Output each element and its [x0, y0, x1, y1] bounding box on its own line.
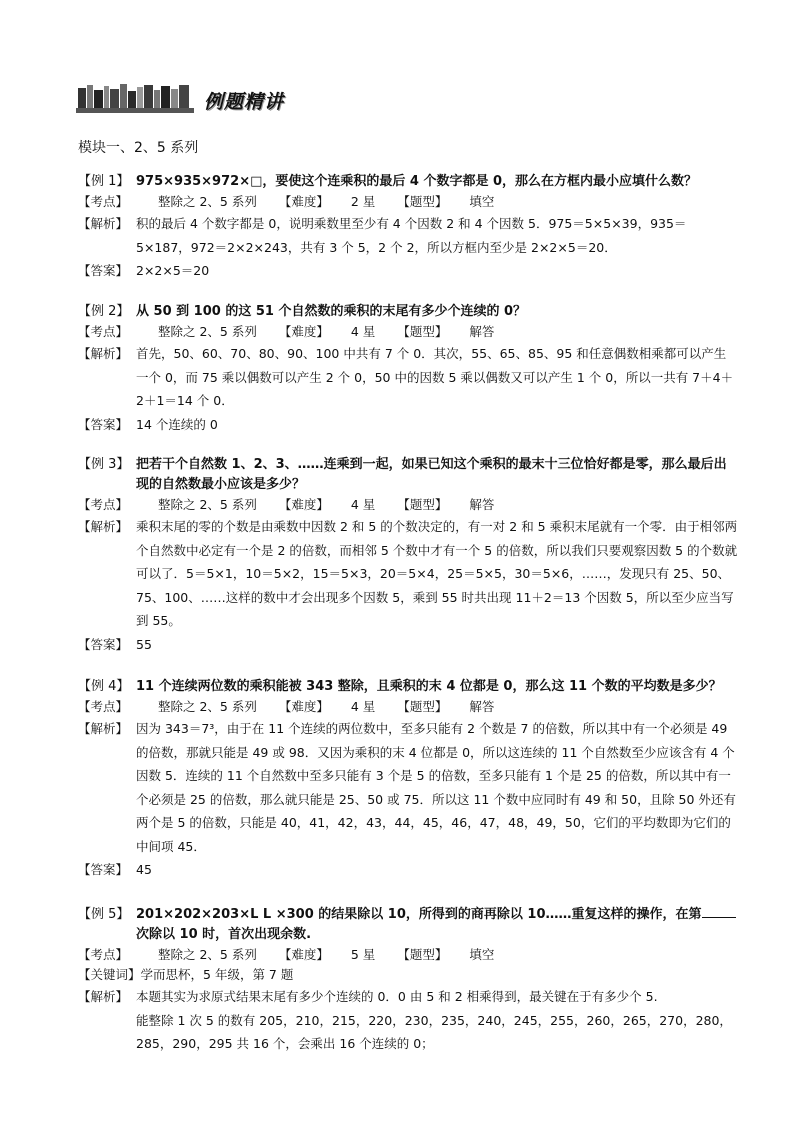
question-text: 201×202×203×L L ×300 的结果除以 10，所得到的商再除以 10……重复这样的操作，在第	[136, 907, 702, 922]
answer-blank	[702, 905, 736, 918]
question-text: 11 个连续两位数的乘积能被 343 整除，且乘积的末 4 位都是 0，那么这 11 个数的平均数是多少？	[136, 679, 722, 694]
meta-row: 【考点】 整除之 2、5 系列 【难度】 2 星 【题型】 填空	[78, 194, 495, 209]
kaodian-value: 整除之 2、5 系列	[158, 324, 257, 339]
section-banner	[76, 80, 316, 116]
section-title: 例题精讲	[204, 91, 285, 113]
kaodian-value: 整除之 2、5 系列	[158, 497, 257, 512]
tixing-value: 解答	[469, 699, 495, 714]
tixing-value: 解答	[469, 497, 495, 512]
answer-text: 45	[136, 862, 152, 877]
example-tag: 【例 3】	[78, 457, 130, 472]
nandu-value: 5 星	[350, 947, 376, 962]
module-title: 模块一、2、5 系列	[78, 140, 199, 156]
nandu-value: 4 星	[350, 324, 376, 339]
example-tag: 【例 2】	[78, 304, 130, 319]
example-2: 【例 2】 从 50 到 100 的这 51 个自然数的乘积的末尾有多少个连续的 0？ 【考点】 整除之 2、5 系列 【难度】 4 星 【题型】 解答 【解析】 首先，50、60、70、80、90、100 中共有 7 个 0．其次，55、65、85、95 和任意偶数相乘都可以产生一个 0，而 75 乘以偶数可以产生 2 个 0，50 中的因数 5 乘以偶数又可以产生 1 个 0，所以一共有 7＋4＋2＋1＝14 个 0． 【答案】 14 个连续的 0	[78, 302, 738, 435]
solution-text-2: 能整除 1 次 5 的数有 205，210，215，220，230，235，240，245，255，260，265，270，280，285，290，295 共 16 个，会乘出 16 个连续的 0；	[136, 1012, 732, 1051]
solution-text: 积的最后 4 个数字都是 0，说明乘数里至少有 4 个因数 2 和 4 个因数 5．975＝5×5×39，935＝5×187，972＝2×2×243，共有 3 个 5，2 个 2，所以方框内至少是 2×2×5＝20．	[136, 216, 687, 255]
question-text-2: 次除以 10 时，首次出现余数.	[136, 927, 312, 942]
example-tag: 【例 1】	[78, 174, 130, 189]
example-tag: 【例 4】	[78, 679, 130, 694]
nandu-value: 2 星	[350, 194, 376, 209]
example-tag: 【例 5】	[78, 907, 130, 922]
nandu-value: 4 星	[350, 497, 376, 512]
tixing-value: 填空	[469, 947, 495, 962]
tixing-value: 解答	[469, 324, 495, 339]
solution-text: 本题其实为求原式结果末尾有多少个连续的 0．0 由 5 和 2 相乘得到，最关键在于有多少个 5.	[136, 989, 658, 1004]
keywords-text: 学而思杯，5 年级，第 7 题	[140, 967, 294, 982]
question-text: 把若干个自然数 1、2、3、……连乘到一起，如果已知这个乘积的最末十三位恰好都是零，那么最后出现的自然数最小应该是多少？	[136, 457, 727, 492]
books-logo-icon	[76, 82, 196, 114]
example-3: 【例 3】 把若干个自然数 1、2、3、……连乘到一起，如果已知这个乘积的最末十三位恰好都是零，那么最后出现的自然数最小应该是多少？ 【考点】 整除之 2、5 系列 【难度】 4 星 【题型】 解答 【解析】 乘积末尾的零的个数是由乘数中因数 2 和 5 的个数决定的，有一对 2 和 5 乘积末尾就有一个零．由于相邻两个自然数中必定有一个是 2 的倍数，而相邻 5 个数中才有一个 5 的倍数，所以我们只要观察因数 5 的个数就可以了．5＝5×1，10＝5×2，15＝5×3，20＝5×4，25＝5×5，30＝5×6，……，发现只有 25、50、75、100、……这样的数中才会出现多个因数 5，乘到 55 时共出现 11＋2＝13 个因数 5，所以至少应当写到 55。 【答案】 55	[78, 455, 738, 655]
tixing-value: 填空	[469, 194, 495, 209]
meta-row: 【考点】 整除之 2、5 系列 【难度】 4 星 【题型】 解答	[78, 699, 495, 714]
example-5: 【例 5】 201×202×203×L L ×300 的结果除以 10，所得到的商再除以 10……重复这样的操作，在第次除以 10 时，首次出现余数. 【考点】 整除之 2、5 系列 【难度】 5 星 【题型】 填空 【关键词】 学而思杯，5 年级，第 7 题 【解析】 本题其实为求原式结果末尾有多少个连续的 0．0 由 5 和 2 相乘得到，最关键在于有多少个 5. 能整除 1 次 5 的数有 205，210，215，220，230，235，240，245，255，260，265，270，280，285，290，295 共 16 个，会乘出 16 个连续的 0；	[78, 905, 738, 1056]
answer-text: 14 个连续的 0	[136, 416, 218, 432]
answer-text: 2×2×5＝20	[136, 263, 210, 278]
answer-text: 55	[136, 636, 152, 652]
example-1: 【例 1】 975×935×972×□，要使这个连乘积的最后 4 个数字都是 0，那么在方框内最小应填什么数？ 【考点】 整除之 2、5 系列 【难度】 2 星 【题型】 填空 【解析】 积的最后 4 个数字都是 0，说明乘数里至少有 4 个因数 2 和 4 个因数 5．975＝5×5×39，935＝5×187，972＝2×2×243，共有 3 个 5，2 个 2，所以方框内至少是 2×2×5＝20． 【答案】 2×2×5＝20	[78, 172, 738, 281]
meta-row: 【考点】 整除之 2、5 系列 【难度】 4 星 【题型】 解答	[78, 324, 495, 339]
meta-row: 【考点】 整除之 2、5 系列 【难度】 4 星 【题型】 解答	[78, 497, 495, 512]
question-text: 975×935×972×□，要使这个连乘积的最后 4 个数字都是 0，那么在方框内最小应填什么数？	[136, 174, 698, 189]
solution-text: 首先，50、60、70、80、90、100 中共有 7 个 0．其次，55、65、85、95 和任意偶数相乘都可以产生一个 0，而 75 乘以偶数可以产生 2 个 0，50 中的因数 5 乘以偶数又可以产生 1 个 0，所以一共有 7＋4＋2＋1＝14 个 0．	[136, 346, 734, 408]
question-text: 从 50 到 100 的这 51 个自然数的乘积的末尾有多少个连续的 0？	[136, 304, 527, 319]
nandu-value: 4 星	[350, 699, 376, 714]
example-4: 【例 4】 11 个连续两位数的乘积能被 343 整除，且乘积的末 4 位都是 0，那么这 11 个数的平均数是多少？ 【考点】 整除之 2、5 系列 【难度】 4 星 【题型】 解答 【解析】 因为 343＝7³，由于在 11 个连续的两位数中，至多只能有 2 个数是 7 的倍数，所以其中有一个必须是 49 的倍数，那就只能是 49 或 98．又因为乘积的末 4 位都是 0，所以这连续的 11 个自然数至少应该含有 4 个因数 5．连续的 11 个自然数中至多只能有 3 个是 5 的倍数，至多只能有 1 个是 25 的倍数，所以其中有一个必须是 25 的倍数，那么就只能是 25、50 或 75．所以这 11 个数中应同时有 49 和 50，且除 50 外还有两个是 5 的倍数，只能是 40，41，42，43，44，45，46，47，48，49，50，它们的平均数即为它们的中间项 45． 【答案】 45	[78, 677, 738, 880]
kaodian-value: 整除之 2、5 系列	[158, 947, 257, 962]
kaodian-value: 整除之 2、5 系列	[158, 194, 257, 209]
meta-row: 【考点】 整除之 2、5 系列 【难度】 5 星 【题型】 填空	[78, 947, 495, 962]
solution-text: 乘积末尾的零的个数是由乘数中因数 2 和 5 的个数决定的，有一对 2 和 5 乘积末尾就有一个零．由于相邻两个自然数中必定有一个是 2 的倍数，而相邻 5 个数中才有一个 5 的倍数，所以我们只要观察因数 5 的个数就可以了．5＝5×1，10＝5×2，15＝5×3，20＝5×4，25＝5×5，30＝5×6，……，发现只有 25、50、75、100、……这样的数中才会出现多个因数 5，乘到 55 时共出现 11＋2＝13 个因数 5，所以至少应当写到 55。	[136, 519, 738, 628]
kaodian-value: 整除之 2、5 系列	[158, 699, 257, 714]
solution-text: 因为 343＝7³，由于在 11 个连续的两位数中，至多只能有 2 个数是 7 的倍数，所以其中有一个必须是 49 的倍数，那就只能是 49 或 98．又因为乘积的末 4 位都是 0，所以这连续的 11 个自然数至少应该含有 4 个因数 5．连续的 11 个自然数中至多只能有 3 个是 5 的倍数，至多只能有 1 个是 25 的倍数，所以其中有一个必须是 25 的倍数，那么就只能是 25、50 或 75．所以这 11 个数中应同时有 49 和 50，且除 50 外还有两个是 5 的倍数，只能是 40，41，42，43，44，45，46，47，48，49，50，它们的平均数即为它们的中间项 45．	[136, 721, 736, 854]
